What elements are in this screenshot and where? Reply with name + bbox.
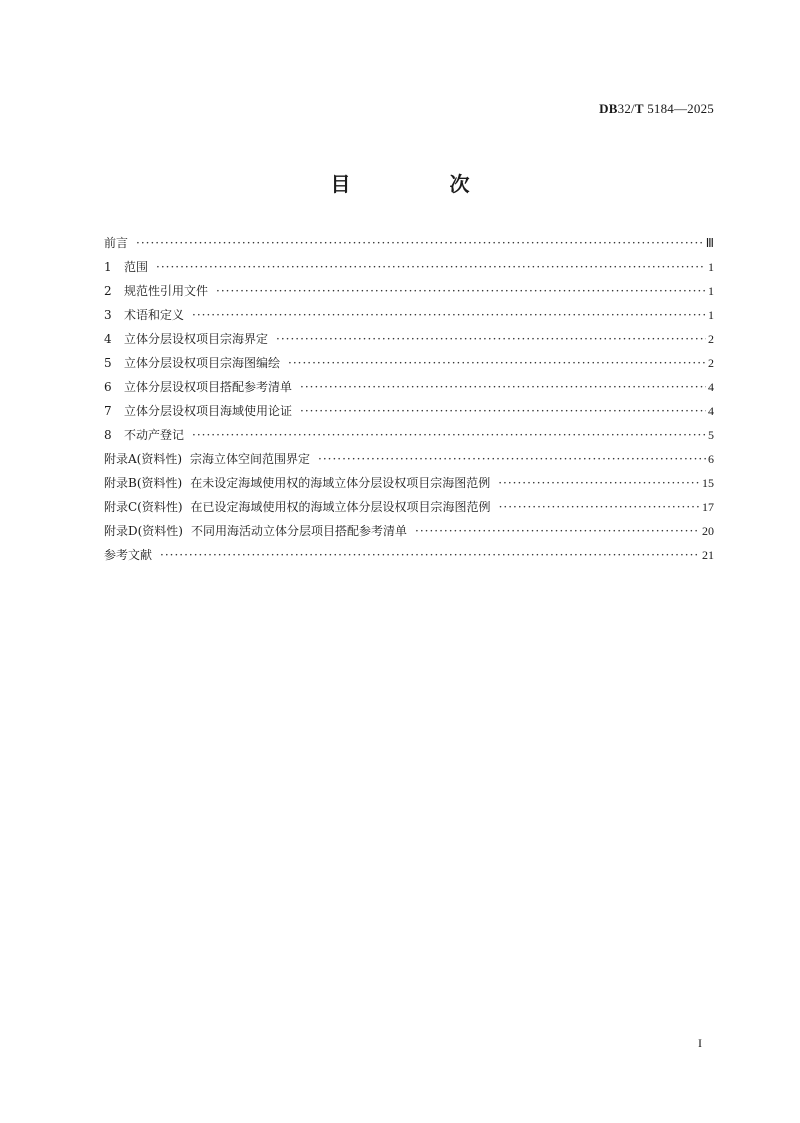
toc-entry-title: 不动产登记 <box>124 428 185 442</box>
toc-dot-leader <box>192 308 706 322</box>
standard-province-code: 32/ <box>617 101 635 116</box>
page-title: 目 次 <box>330 172 516 196</box>
toc-entry-title: 术语和定义 <box>124 308 185 322</box>
toc-entry-number: 6 <box>104 380 112 394</box>
toc-entry-label <box>104 330 268 347</box>
toc-entry-number: 1 <box>104 260 112 274</box>
toc-dot-leader <box>415 524 700 538</box>
toc-entry[interactable] <box>104 306 714 330</box>
toc-entry-page: 2 <box>708 356 714 370</box>
toc-entry[interactable] <box>104 426 714 450</box>
toc-entry-title: 参考文献 <box>104 548 153 562</box>
toc-entry-page: 15 <box>702 476 714 490</box>
toc-entry[interactable] <box>104 522 714 546</box>
toc-entry-page: 5 <box>708 428 714 442</box>
toc-entry-label <box>104 450 310 467</box>
toc-entry-appendix: 附录D(资料性) <box>104 524 183 538</box>
toc-entry[interactable] <box>104 450 714 474</box>
toc-entry-label <box>104 426 184 443</box>
toc-entry-appendix: 附录A(资料性) <box>104 452 183 466</box>
toc-entry-label <box>104 234 128 251</box>
toc-entry[interactable] <box>104 282 714 306</box>
toc-entry-page: Ⅲ <box>705 236 714 250</box>
toc-dot-leader <box>192 428 706 442</box>
toc-entry-page: 1 <box>708 308 714 322</box>
page-number: I <box>698 1036 702 1050</box>
standard-prefix: DB <box>599 101 618 116</box>
standard-code <box>599 101 714 117</box>
toc-entry-title: 前言 <box>104 236 129 250</box>
toc-entry-page: 2 <box>708 332 714 346</box>
toc-entry[interactable] <box>104 330 714 354</box>
toc-entry-page: 4 <box>708 404 714 418</box>
toc-entry-title: 立体分层设权项目宗海界定 <box>124 332 269 346</box>
table-of-contents <box>104 234 714 570</box>
toc-entry-title: 不同用海活动立体分层项目搭配参考清单 <box>191 524 408 538</box>
toc-entry-label <box>104 402 292 419</box>
toc-entry-page: 4 <box>708 380 714 394</box>
toc-entry-page: 6 <box>708 452 714 466</box>
toc-dot-leader <box>276 332 706 346</box>
toc-entry-title: 规范性引用文件 <box>124 284 209 298</box>
toc-entry-label <box>104 378 292 395</box>
toc-entry-number: 5 <box>104 356 112 370</box>
toc-dot-leader <box>499 500 700 514</box>
toc-entry-number: 4 <box>104 332 112 346</box>
toc-entry[interactable] <box>104 258 714 282</box>
toc-entry-label <box>104 354 280 371</box>
standard-number: 5184—2025 <box>647 101 714 116</box>
toc-entry-number: 3 <box>104 308 112 322</box>
toc-entry-title: 立体分层设权项目宗海图编绘 <box>124 356 281 370</box>
toc-dot-leader <box>216 284 706 298</box>
toc-entry-page: 17 <box>702 500 714 514</box>
toc-dot-leader <box>156 260 706 274</box>
toc-entry-title: 在已设定海域使用权的海域立体分层设权项目宗海图范例 <box>190 500 491 514</box>
toc-entry[interactable] <box>104 402 714 426</box>
toc-entry-label <box>104 498 491 515</box>
toc-entry-number: 8 <box>104 428 112 442</box>
toc-entry-appendix: 附录C(资料性) <box>104 500 183 514</box>
toc-entry-label <box>104 282 208 299</box>
toc-entry[interactable] <box>104 234 714 258</box>
toc-entry-number: 7 <box>104 404 112 418</box>
toc-entry-title: 立体分层设权项目搭配参考清单 <box>124 380 293 394</box>
toc-entry-label <box>104 522 407 539</box>
toc-entry-label <box>104 306 184 323</box>
toc-entry[interactable] <box>104 474 714 498</box>
toc-dot-leader <box>300 404 706 418</box>
toc-entry-page: 20 <box>702 524 714 538</box>
toc-entry-page: 1 <box>708 284 714 298</box>
toc-dot-leader <box>160 548 700 562</box>
toc-entry-page: 21 <box>702 548 714 562</box>
toc-entry-appendix: 附录B(资料性) <box>104 476 183 490</box>
toc-entry-label <box>104 546 152 563</box>
toc-entry-title: 宗海立体空间范围界定 <box>190 452 311 466</box>
toc-entry[interactable] <box>104 354 714 378</box>
toc-dot-leader <box>288 356 706 370</box>
toc-dot-leader <box>136 236 704 250</box>
toc-dot-leader <box>498 476 700 490</box>
toc-entry-number: 2 <box>104 284 112 298</box>
toc-entry-label <box>104 474 490 491</box>
standard-type: T <box>634 101 644 116</box>
toc-dot-leader <box>300 380 706 394</box>
toc-entry[interactable] <box>104 546 714 570</box>
toc-entry-title: 范围 <box>124 260 149 274</box>
toc-entry-label <box>104 258 148 275</box>
toc-entry-title: 在未设定海域使用权的海域立体分层设权项目宗海图范例 <box>190 476 491 490</box>
toc-entry-page: 1 <box>708 260 714 274</box>
toc-entry[interactable] <box>104 378 714 402</box>
toc-dot-leader <box>318 452 706 466</box>
toc-entry[interactable] <box>104 498 714 522</box>
toc-entry-title: 立体分层设权项目海域使用论证 <box>124 404 293 418</box>
